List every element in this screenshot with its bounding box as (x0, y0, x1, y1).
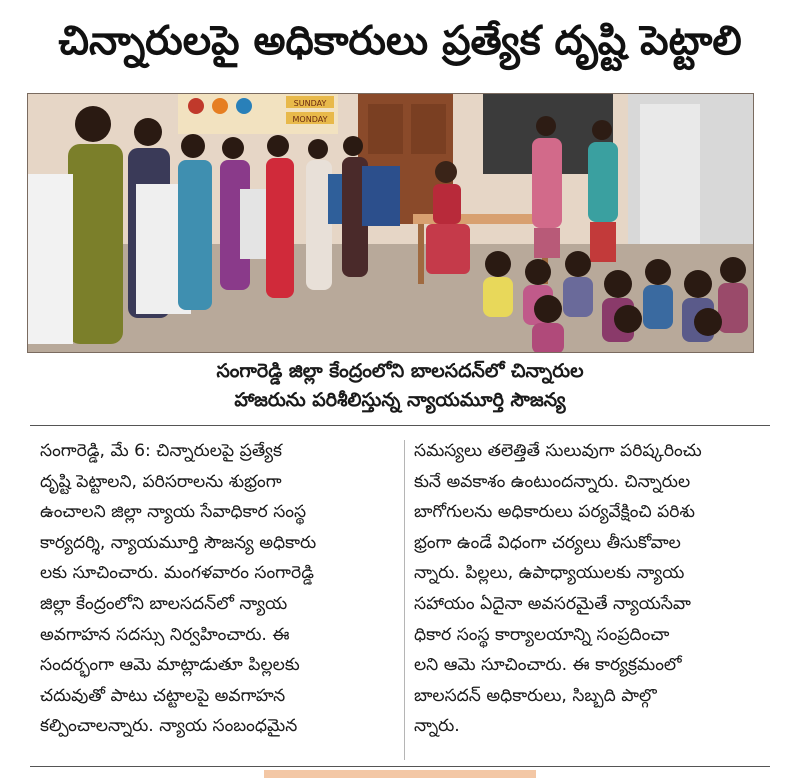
article-line: ధికార సంస్థ కార్యాలయాన్ని సంప్రదించా (414, 624, 670, 645)
photo-caption (0, 357, 800, 415)
article-line: ఉంచాలని జిల్లా న్యాయ సేవాధికార సంస్థ (40, 502, 307, 523)
article-line: సమస్యలు తలెత్తితే సులువుగా పరిష్కరించు (414, 441, 702, 461)
caption-separator (30, 425, 770, 426)
caption-line-2: హాజరును పరిశీలిస్తున్న న్యాయమూర్తి సౌజన్య (234, 389, 566, 411)
article-line: కునే అవకాశం ఉంటుందన్నారు. చిన్నారుల (414, 471, 691, 492)
article-column-right (414, 436, 774, 742)
news-photo-illustration (28, 94, 754, 353)
article-column-left (40, 436, 400, 742)
poster-text-1: SUNDAY (293, 99, 327, 108)
bottom-accent-bar (0, 770, 800, 778)
article-line: సహాయం ఏదైనా అవసరమైతే న్యాయసేవా (414, 593, 691, 614)
article-line: అవగాహన సదస్సు నిర్వహించారు. ఈ (40, 624, 290, 645)
article-line: న్నారు. పిల్లలు, ఉపాధ్యాయులకు న్యాయ (414, 563, 685, 584)
poster-text-2: MONDAY (292, 115, 328, 124)
article-line: చదువుతో పాటు చట్టాలపై అవగాహన (40, 685, 286, 706)
article-line: జిల్లా కేంద్రంలోని బాలసదన్‌లో న్యాయ (40, 593, 288, 614)
column-divider (404, 440, 405, 760)
article-line: లని ఆమె సూచించారు. ఈ కార్యక్రమంలో (414, 655, 682, 676)
article-line: బాలసదన్ అధికారులు, సిబ్బది పాల్గొ (414, 685, 657, 706)
article-line: దృష్టి పెట్టాలని, పరిసరాలను శుభ్రంగా (40, 471, 282, 492)
article-line: కార్యదర్శి, న్యాయమూర్తి సౌజన్య అధికారు (40, 532, 317, 553)
article-line: సందర్భంగా ఆమె మాట్లాడుతూ పిల్లలకు (40, 655, 300, 676)
article-line: లకు సూచించారు. మంగళవారం సంగారెడ్డి (40, 563, 314, 584)
bottom-rule (30, 766, 770, 767)
article-line: సంగారెడ్డి, మే 6: చిన్నారులపై ప్రత్యేక (40, 441, 282, 461)
article-line: భ్రంగా ఉండే విధంగా చర్యలు తీసుకోవాల (414, 532, 681, 553)
article-line: కల్పించాలన్నారు. న్యాయ సంబంధమైన (40, 716, 298, 737)
article-line: బాగోగులను అధికారులు పర్యవేక్షించి పరిశు (414, 502, 695, 523)
news-photo (27, 93, 754, 353)
article-line: న్నారు. (414, 716, 460, 737)
headline: చిన్నారులపై అధికారులు ప్రత్యేక దృష్టి పెట్టాలి (58, 18, 742, 64)
caption-line-1: సంగారెడ్డి జిల్లా కేంద్రంలోని బాలసదన్‌లో చిన్నారుల (216, 360, 584, 382)
